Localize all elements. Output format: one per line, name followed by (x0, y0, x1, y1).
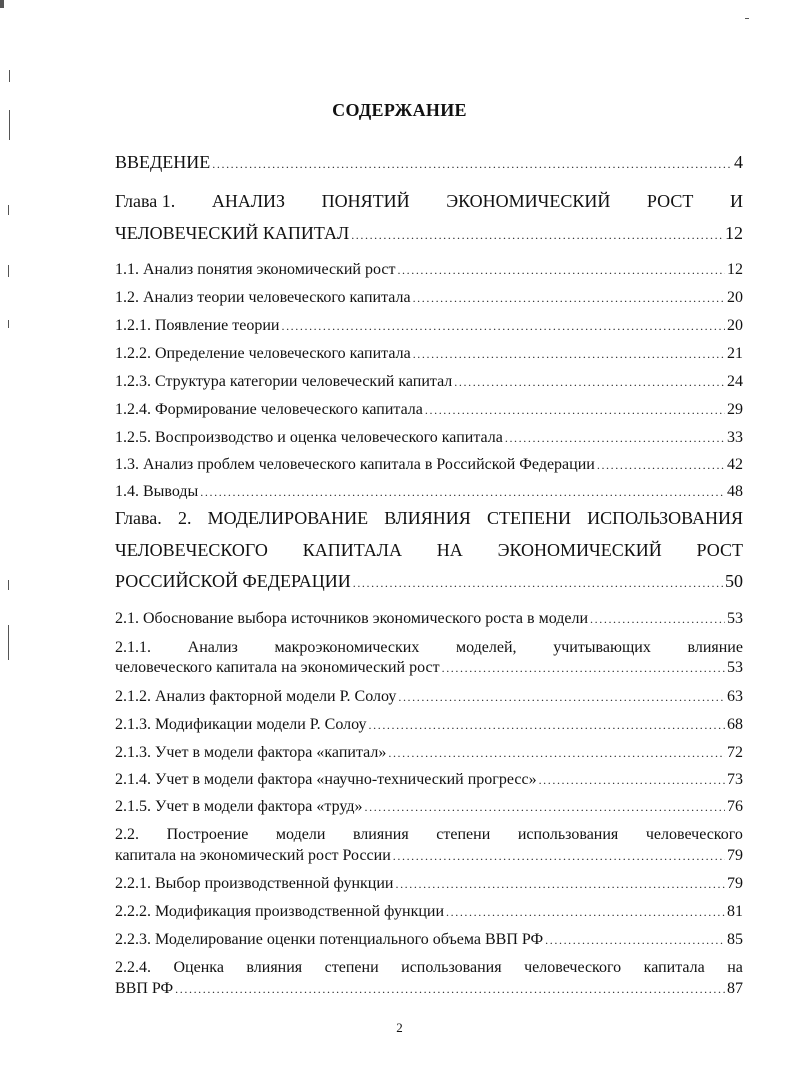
toc-entry-text: 1.2.4. Формирование человеческого капитала (115, 401, 423, 418)
word: ЭКОНОМИЧЕСКИЙ (497, 540, 662, 560)
toc-entry-page: 42 (727, 456, 743, 473)
toc-entry-text: 2.2.3. Моделирование оценки потенциального объема ВВП РФ (115, 931, 544, 948)
toc-leader-dots (212, 154, 732, 174)
toc-leader-dots (397, 260, 725, 280)
toc-entry-1-1 (115, 260, 743, 280)
toc-leader-dots (413, 288, 725, 308)
toc-entry-2-1-3a (115, 715, 743, 735)
toc-entry-text: 2.2.1. Выбор производственной функции (115, 875, 394, 892)
toc-entry-page: 21 (727, 345, 743, 362)
toc-leader-dots (545, 930, 725, 950)
toc-entry-2-1-1-line2 (115, 658, 743, 678)
toc-entry-text: 2.2.2. Модификация производственной функции (115, 903, 445, 920)
toc-entry-1-4 (115, 482, 743, 502)
word: КАПИТАЛА (302, 540, 402, 560)
toc-entry-2-2-1 (115, 874, 743, 894)
toc-chapter2-line2 (115, 540, 743, 560)
toc-entry-text: ЧЕЛОВЕЧЕСКИЙ КАПИТАЛ (115, 223, 350, 243)
toc-leader-dots (446, 902, 725, 922)
toc-leader-dots (175, 979, 725, 999)
word: моделей, (456, 639, 517, 656)
toc-entry-text: капитала на экономический рост России (115, 847, 391, 864)
page-number: 2 (396, 1020, 403, 1035)
toc-entry-1-2-4 (115, 400, 743, 420)
toc-entry-text: 1.2.2. Определение человеческого капитала (115, 345, 411, 362)
toc-entry-2-2-line2 (115, 846, 743, 866)
toc-entry-1-2-3 (115, 372, 743, 392)
word: влияния (352, 826, 409, 843)
toc-leader-dots (413, 344, 725, 364)
toc-entry-page: 12 (725, 223, 743, 243)
toc-leader-dots (505, 428, 725, 448)
toc-entry-page: 20 (727, 317, 743, 334)
word: ИСПОЛЬЗОВАНИЯ (587, 508, 743, 528)
word: влияние (687, 639, 743, 656)
word: 2.1.1. (115, 639, 151, 656)
word: НА (436, 540, 463, 560)
word: СТЕПЕНИ (486, 508, 571, 528)
word: Глава 1. (115, 191, 176, 211)
toc-entry-page: 85 (727, 931, 743, 948)
toc-chapter2-line1 (115, 508, 743, 528)
toc-leader-dots (442, 658, 725, 678)
word: АНАЛИЗ (211, 191, 286, 211)
word: влияния (246, 959, 303, 976)
toc-entry-page: 48 (727, 483, 743, 500)
word: 2. (177, 508, 192, 528)
toc-leader-dots (369, 715, 725, 735)
toc-entry-text: 1.2.1. Появление теории (115, 317, 280, 334)
toc-entry-1-3 (115, 455, 743, 475)
toc-leader-dots (388, 743, 725, 763)
toc-entry-text: 1.2.5. Воспроизводство и оценка человеческого капитала (115, 429, 503, 446)
toc-entry-2-1-4 (115, 770, 743, 790)
toc-entry-text: 1.2.3. Структура категории человеческий капитал (115, 373, 453, 390)
scan-mark (745, 18, 749, 19)
toc-entry-page: 68 (727, 716, 743, 733)
word: Оценка (173, 959, 224, 976)
toc-entry-page: 12 (727, 261, 743, 278)
toc-entry-page: 79 (727, 875, 743, 892)
word: использования (401, 959, 502, 976)
toc-entry-2-2-line1 (115, 825, 743, 845)
toc-entry-text: 2.1.3. Модификации модели Р. Солоу (115, 716, 367, 733)
toc-leader-dots (353, 573, 723, 593)
toc-entry-text: 1.3. Анализ проблем человеческого капитала в Российской Федерации (115, 456, 595, 473)
toc-chapter1-line2 (115, 223, 743, 245)
toc-entry-1-2-5 (115, 428, 743, 448)
toc-entry-2-2-3 (115, 930, 743, 950)
toc-entry-text: 1.2. Анализ теории человеческого капитала (115, 289, 411, 306)
toc-entry-text: 2.1.4. Учет в модели фактора «научно-технический прогресс» (115, 771, 537, 788)
toc-entry-page: 53 (727, 659, 743, 676)
toc-entry-page: 81 (727, 903, 743, 920)
word: степени (436, 826, 491, 843)
toc-entry-2-1-5 (115, 797, 743, 817)
toc-leader-dots (393, 846, 725, 866)
toc-entry-text: 1.1. Анализ понятия экономический рост (115, 261, 396, 278)
word: 2.2.4. (115, 959, 151, 976)
toc-leader-dots (365, 797, 726, 817)
word: на (727, 959, 743, 976)
toc-entry-page: 24 (727, 373, 743, 390)
scan-mark (8, 205, 9, 215)
word: человеческого (645, 826, 743, 843)
scan-mark (8, 320, 9, 328)
toc-entry-page: 4 (734, 152, 743, 172)
toc-entry-text: РОССИЙСКОЙ ФЕДЕРАЦИИ (115, 571, 351, 591)
word: РОСТ (696, 540, 743, 560)
toc-entry-1-2 (115, 288, 743, 308)
word: 2.2. (115, 826, 139, 843)
toc-chapter2-line3 (115, 571, 743, 593)
word: использования (517, 826, 619, 843)
word: Анализ (187, 639, 238, 656)
toc-leader-dots (454, 372, 725, 392)
word: ВЛИЯНИЯ (384, 508, 471, 528)
word: РОСТ (646, 191, 694, 211)
toc-leader-dots (398, 687, 725, 707)
toc-entry-page: 33 (727, 429, 743, 446)
toc-leader-dots (351, 225, 723, 245)
toc-entry-page: 50 (725, 571, 743, 591)
word: МОДЕЛИРОВАНИЕ (207, 508, 369, 528)
scan-mark (8, 265, 9, 277)
toc-entry-text: 2.1. Обоснование выбора источников экономического роста в модели (115, 610, 589, 627)
scan-mark (0, 0, 4, 8)
word: ЧЕЛОВЕЧЕСКОГО (115, 540, 268, 560)
word: человеческого (524, 959, 622, 976)
toc-entry-2-2-4-line1 (115, 958, 743, 978)
toc-entry-2-2-2 (115, 902, 743, 922)
toc-entry-1-2-1 (115, 316, 743, 336)
word: ЭКОНОМИЧЕСКИЙ (446, 191, 611, 211)
toc-entry-2-2-4-line2 (115, 979, 743, 999)
toc-entry-1-2-2 (115, 344, 743, 364)
word: ПОНЯТИЙ (321, 191, 410, 211)
toc-entry-page: 73 (727, 771, 743, 788)
toc-chapter1-line1 (115, 191, 743, 211)
toc-entry-page: 20 (727, 289, 743, 306)
word: модели (275, 826, 326, 843)
toc-entry-page: 53 (727, 610, 743, 627)
toc-leader-dots (597, 455, 725, 475)
toc-entry-text: 2.1.3. Учет в модели фактора «капитал» (115, 744, 387, 761)
toc-entry-intro (115, 152, 743, 174)
toc-leader-dots (425, 400, 725, 420)
toc-entry-page: 79 (727, 847, 743, 864)
toc-entry-2-1-3b (115, 743, 743, 763)
toc-entry-2-1 (115, 609, 743, 629)
toc-entry-text: 2.1.2. Анализ факторной модели Р. Солоу (115, 688, 397, 705)
word: Глава. (115, 508, 162, 528)
toc-leader-dots (281, 316, 725, 336)
word: макроэкономических (274, 639, 420, 656)
toc-entry-text: человеческого капитала на экономический рост (115, 659, 440, 676)
toc-entry-2-1-2 (115, 687, 743, 707)
toc-leader-dots (590, 609, 725, 629)
scan-mark (8, 580, 9, 590)
toc-entry-text: 2.1.5. Учет в модели фактора «труд» (115, 798, 363, 815)
toc-entry-text: ВВП РФ (115, 980, 174, 997)
word: степени (324, 959, 379, 976)
toc-entry-page: 29 (727, 401, 743, 418)
word: И (729, 191, 743, 211)
toc-entry-page: 63 (727, 688, 743, 705)
toc-entry-2-1-1-line1 (115, 638, 743, 658)
toc-leader-dots (395, 874, 725, 894)
toc-entry-page: 72 (727, 744, 743, 761)
toc-entry-text: ВВЕДЕНИЕ (115, 152, 211, 172)
scan-mark (8, 625, 9, 660)
toc-entry-page: 87 (727, 980, 743, 997)
toc-entry-text: 1.4. Выводы (115, 483, 199, 500)
toc-leader-dots (200, 482, 725, 502)
toc-entry-page: 76 (727, 798, 743, 815)
scan-mark (9, 70, 10, 82)
word: капитала (643, 959, 705, 976)
toc-leader-dots (539, 770, 725, 790)
word: учитывающих (553, 639, 651, 656)
page-title: СОДЕРЖАНИЕ (332, 100, 467, 120)
word: Построение (166, 826, 249, 843)
